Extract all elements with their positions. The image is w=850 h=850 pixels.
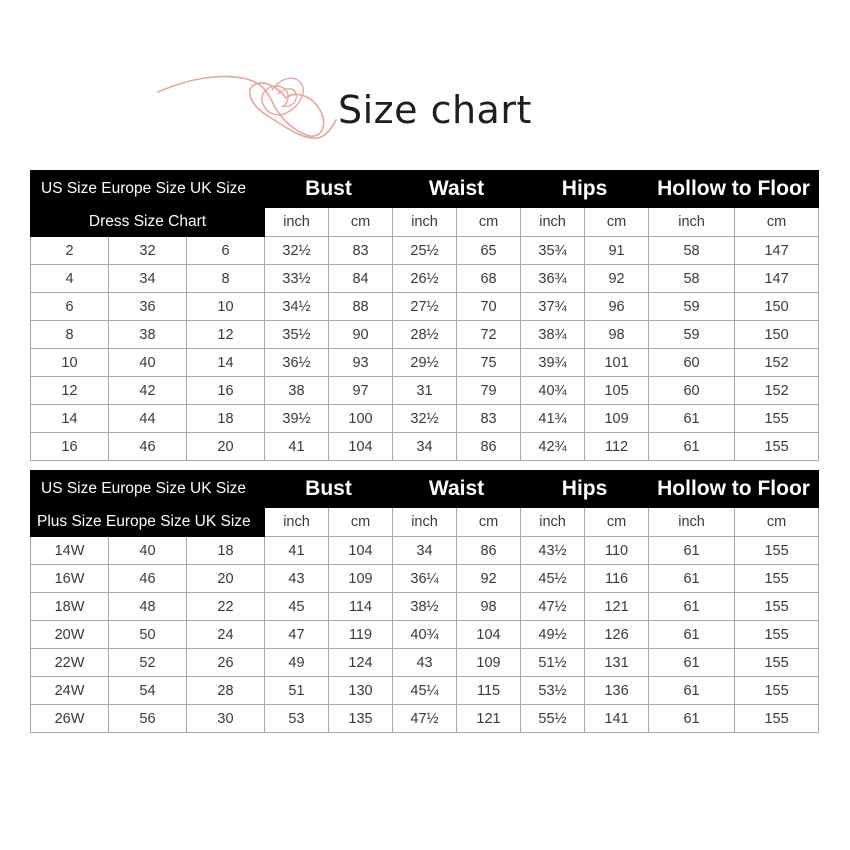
table-cell: 150 [735, 293, 819, 321]
unit-label: inch [649, 508, 735, 537]
table-cell: 46 [109, 565, 187, 593]
table-cell: 147 [735, 237, 819, 265]
table-cell: 126 [585, 621, 649, 649]
table-cell: 61 [649, 565, 735, 593]
table-row [31, 349, 819, 377]
size-systems-header: US Size Europe Size UK Size [31, 471, 265, 508]
bust-header: Bust [265, 471, 393, 508]
table-cell: 20W [31, 621, 109, 649]
table-cell: 90 [329, 321, 393, 349]
table-cell: 32½ [265, 237, 329, 265]
table-body [31, 237, 819, 461]
table-cell: 34½ [265, 293, 329, 321]
table-cell: 109 [585, 405, 649, 433]
table-cell: 33½ [265, 265, 329, 293]
table-cell: 40¾ [521, 377, 585, 405]
table-cell: 16W [31, 565, 109, 593]
table-cell: 32½ [393, 405, 457, 433]
table-cell: 6 [31, 293, 109, 321]
table-row [31, 265, 819, 293]
table-cell: 92 [585, 265, 649, 293]
table-cell: 112 [585, 433, 649, 461]
table-cell: 91 [585, 237, 649, 265]
table-cell: 36¼ [393, 565, 457, 593]
table-cell: 155 [735, 649, 819, 677]
hips-header: Hips [521, 171, 649, 208]
table-cell: 26½ [393, 265, 457, 293]
table-cell: 155 [735, 565, 819, 593]
table-cell: 31 [393, 377, 457, 405]
table-cell: 45¼ [393, 677, 457, 705]
table-cell: 47½ [393, 705, 457, 733]
table-cell: 35½ [265, 321, 329, 349]
table-cell: 100 [329, 405, 393, 433]
table-cell: 43 [265, 565, 329, 593]
table-cell: 109 [457, 649, 521, 677]
table-cell: 105 [585, 377, 649, 405]
chart-type-label: Plus Size Europe Size UK Size [31, 508, 265, 537]
table-cell: 141 [585, 705, 649, 733]
heart-swirl-icon [150, 50, 350, 150]
table-row [31, 705, 819, 733]
table-cell: 40¾ [393, 621, 457, 649]
unit-label: cm [329, 208, 393, 237]
unit-label: inch [649, 208, 735, 237]
table-cell: 119 [329, 621, 393, 649]
unit-label: cm [585, 508, 649, 537]
table-cell: 49 [265, 649, 329, 677]
table-cell: 27½ [393, 293, 457, 321]
table-row [31, 565, 819, 593]
table-cell: 32 [109, 237, 187, 265]
table-cell: 24 [187, 621, 265, 649]
table-cell: 97 [329, 377, 393, 405]
table-cell: 54 [109, 677, 187, 705]
unit-label: inch [265, 208, 329, 237]
table-cell: 58 [649, 265, 735, 293]
table-cell: 28 [187, 677, 265, 705]
table-cell: 45½ [521, 565, 585, 593]
table-cell: 98 [457, 593, 521, 621]
table-cell: 124 [329, 649, 393, 677]
table-cell: 16 [187, 377, 265, 405]
table-cell: 37¾ [521, 293, 585, 321]
unit-label: inch [521, 208, 585, 237]
table-cell: 38¾ [521, 321, 585, 349]
table-cell: 34 [393, 537, 457, 565]
table-cell: 38 [265, 377, 329, 405]
table-cell: 65 [457, 237, 521, 265]
table-cell: 152 [735, 349, 819, 377]
hips-header: Hips [521, 471, 649, 508]
waist-header: Waist [393, 471, 521, 508]
table-cell: 36½ [265, 349, 329, 377]
table-cell: 25½ [393, 237, 457, 265]
table-row [31, 405, 819, 433]
table-cell: 14W [31, 537, 109, 565]
table-row [31, 237, 819, 265]
table-cell: 12 [187, 321, 265, 349]
table-row [31, 293, 819, 321]
table-cell: 46 [109, 433, 187, 461]
table-cell: 22W [31, 649, 109, 677]
table-cell: 152 [735, 377, 819, 405]
table-cell: 18 [187, 537, 265, 565]
table-cell: 53½ [521, 677, 585, 705]
table-cell: 115 [457, 677, 521, 705]
table-cell: 43 [393, 649, 457, 677]
unit-label: cm [329, 508, 393, 537]
table-cell: 114 [329, 593, 393, 621]
table-cell: 16 [31, 433, 109, 461]
table-cell: 58 [649, 237, 735, 265]
table-cell: 155 [735, 593, 819, 621]
unit-label: inch [265, 508, 329, 537]
table-cell: 98 [585, 321, 649, 349]
table-cell: 40 [109, 537, 187, 565]
table-cell: 59 [649, 321, 735, 349]
table-cell: 40 [109, 349, 187, 377]
page-title: Size chart [338, 88, 532, 132]
plus-size-chart [30, 470, 819, 733]
table-cell: 52 [109, 649, 187, 677]
table-cell: 47½ [521, 593, 585, 621]
unit-label: cm [735, 208, 819, 237]
table-cell: 121 [585, 593, 649, 621]
table-cell: 136 [585, 677, 649, 705]
bust-header: Bust [265, 171, 393, 208]
table-cell: 155 [735, 405, 819, 433]
table-cell: 59 [649, 293, 735, 321]
table-cell: 61 [649, 649, 735, 677]
table-row [31, 593, 819, 621]
table-cell: 36¾ [521, 265, 585, 293]
table-cell: 155 [735, 621, 819, 649]
table-cell: 110 [585, 537, 649, 565]
table-cell: 60 [649, 377, 735, 405]
table-row [31, 649, 819, 677]
table-cell: 155 [735, 433, 819, 461]
table-cell: 18W [31, 593, 109, 621]
table-cell: 38½ [393, 593, 457, 621]
table-cell: 101 [585, 349, 649, 377]
table-cell: 86 [457, 433, 521, 461]
table-cell: 155 [735, 537, 819, 565]
table-cell: 39¾ [521, 349, 585, 377]
waist-header: Waist [393, 171, 521, 208]
table-cell: 4 [31, 265, 109, 293]
table-cell: 155 [735, 705, 819, 733]
table-cell: 6 [187, 237, 265, 265]
table-cell: 104 [329, 537, 393, 565]
table-cell: 49½ [521, 621, 585, 649]
table-cell: 155 [735, 677, 819, 705]
table-cell: 34 [109, 265, 187, 293]
table-cell: 150 [735, 321, 819, 349]
table-row [31, 621, 819, 649]
table-cell: 10 [31, 349, 109, 377]
size-table [30, 470, 819, 733]
table-cell: 41¾ [521, 405, 585, 433]
table-body [31, 537, 819, 733]
table-cell: 20 [187, 565, 265, 593]
table-cell: 24W [31, 677, 109, 705]
table-cell: 104 [329, 433, 393, 461]
table-cell: 68 [457, 265, 521, 293]
table-cell: 131 [585, 649, 649, 677]
size-systems-header: US Size Europe Size UK Size [31, 171, 265, 208]
table-cell: 93 [329, 349, 393, 377]
table-row [31, 433, 819, 461]
table-cell: 12 [31, 377, 109, 405]
table-cell: 10 [187, 293, 265, 321]
table-cell: 92 [457, 565, 521, 593]
table-cell: 41 [265, 433, 329, 461]
table-cell: 36 [109, 293, 187, 321]
unit-label: inch [521, 508, 585, 537]
unit-label: inch [393, 508, 457, 537]
table-cell: 70 [457, 293, 521, 321]
table-cell: 22 [187, 593, 265, 621]
table-cell: 51½ [521, 649, 585, 677]
table-cell: 61 [649, 705, 735, 733]
unit-label: cm [585, 208, 649, 237]
table-cell: 96 [585, 293, 649, 321]
table-cell: 14 [187, 349, 265, 377]
unit-label: cm [735, 508, 819, 537]
table-row [31, 321, 819, 349]
dress-size-chart [30, 170, 819, 461]
unit-label: inch [393, 208, 457, 237]
table-cell: 20 [187, 433, 265, 461]
table-cell: 14 [31, 405, 109, 433]
table-cell: 30 [187, 705, 265, 733]
table-cell: 35¾ [521, 237, 585, 265]
table-cell: 61 [649, 677, 735, 705]
table-cell: 121 [457, 705, 521, 733]
table-cell: 51 [265, 677, 329, 705]
table-cell: 26 [187, 649, 265, 677]
table-cell: 116 [585, 565, 649, 593]
table-cell: 72 [457, 321, 521, 349]
table-cell: 44 [109, 405, 187, 433]
table-cell: 2 [31, 237, 109, 265]
table-cell: 8 [187, 265, 265, 293]
table-cell: 47 [265, 621, 329, 649]
table-cell: 104 [457, 621, 521, 649]
table-cell: 41 [265, 537, 329, 565]
hollow-to-floor-header: Hollow to Floor [649, 471, 819, 508]
table-cell: 88 [329, 293, 393, 321]
table-cell: 61 [649, 433, 735, 461]
table-cell: 38 [109, 321, 187, 349]
table-cell: 61 [649, 621, 735, 649]
table-cell: 45 [265, 593, 329, 621]
table-cell: 28½ [393, 321, 457, 349]
hollow-to-floor-header: Hollow to Floor [649, 171, 819, 208]
table-cell: 50 [109, 621, 187, 649]
unit-label: cm [457, 508, 521, 537]
table-cell: 130 [329, 677, 393, 705]
table-cell: 83 [457, 405, 521, 433]
table-cell: 34 [393, 433, 457, 461]
table-cell: 61 [649, 593, 735, 621]
table-cell: 43½ [521, 537, 585, 565]
table-cell: 42 [109, 377, 187, 405]
unit-label: cm [457, 208, 521, 237]
table-cell: 61 [649, 537, 735, 565]
table-cell: 8 [31, 321, 109, 349]
table-cell: 39½ [265, 405, 329, 433]
table-cell: 84 [329, 265, 393, 293]
table-cell: 86 [457, 537, 521, 565]
table-cell: 75 [457, 349, 521, 377]
table-row [31, 377, 819, 405]
table-cell: 109 [329, 565, 393, 593]
table-cell: 29½ [393, 349, 457, 377]
table-row [31, 537, 819, 565]
table-row [31, 677, 819, 705]
table-cell: 60 [649, 349, 735, 377]
table-cell: 61 [649, 405, 735, 433]
table-cell: 135 [329, 705, 393, 733]
table-cell: 53 [265, 705, 329, 733]
table-cell: 18 [187, 405, 265, 433]
table-cell: 42¾ [521, 433, 585, 461]
table-cell: 55½ [521, 705, 585, 733]
table-cell: 48 [109, 593, 187, 621]
chart-type-label: Dress Size Chart [31, 208, 265, 237]
table-cell: 79 [457, 377, 521, 405]
table-cell: 83 [329, 237, 393, 265]
size-table [30, 170, 819, 461]
table-cell: 147 [735, 265, 819, 293]
table-cell: 56 [109, 705, 187, 733]
table-cell: 26W [31, 705, 109, 733]
